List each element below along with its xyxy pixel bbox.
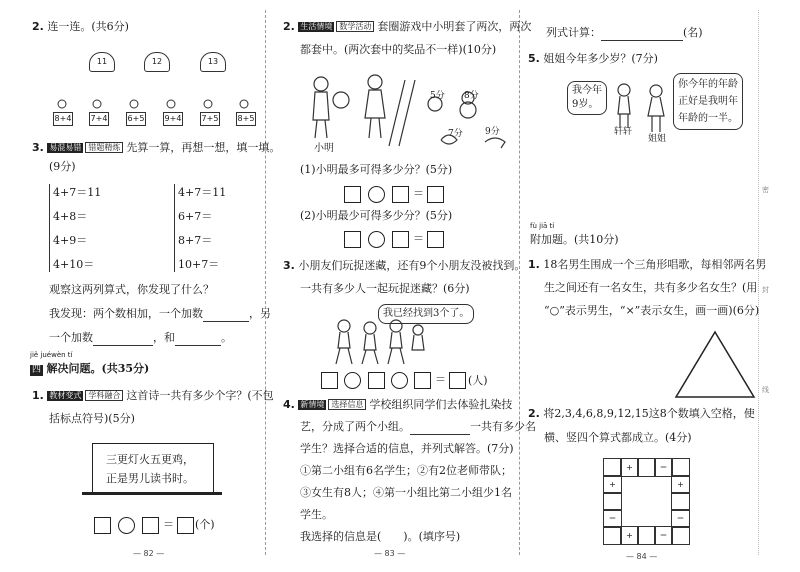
observe-text: 观察这两列算式，你发现了什么？	[49, 283, 214, 296]
blank-2[interactable]	[93, 331, 153, 346]
grid-op: ＝	[671, 509, 690, 528]
col1-row2[interactable]: 4+8＝	[53, 210, 88, 223]
answer-box[interactable]	[142, 517, 159, 534]
mushroom-13[interactable]: 13	[200, 52, 226, 72]
section-pinyin: jiě juéwèn tí	[30, 351, 73, 359]
answer-box[interactable]	[368, 372, 385, 389]
result-box[interactable]	[449, 372, 466, 389]
col1-row4[interactable]: 4+10＝	[53, 258, 95, 271]
question-3-heading: 3. 易混易错 错题精炼 先算一算，再想一想，填一填。	[32, 141, 281, 154]
grid-op: ＝	[654, 458, 673, 477]
seal-char-2: 封	[762, 286, 769, 294]
prize-8: 8分	[464, 91, 479, 101]
col2-row4[interactable]: 10+7＝	[178, 258, 220, 271]
seal-char-3: 线	[762, 386, 769, 394]
answer-box[interactable]	[344, 186, 361, 203]
col2-row3[interactable]: 8+7＝	[178, 234, 213, 247]
name-sister: 姐姐	[648, 134, 667, 144]
question-1-line2: 括标点符号)(5分)	[49, 412, 135, 425]
calc-line: 列式计算： (名)	[546, 26, 703, 39]
unit-label: (人)	[468, 374, 488, 387]
grid-op: +	[671, 475, 690, 494]
prize-5: 5分	[430, 91, 445, 101]
answer-box[interactable]	[392, 186, 409, 203]
grid-op: ＝	[654, 526, 673, 545]
operator-circle[interactable]	[118, 517, 135, 534]
brace-2	[174, 184, 175, 272]
page-number: — 82 —	[133, 549, 165, 558]
hide-and-seek-illustration	[330, 318, 430, 366]
question-3-heading: 3. 小朋友们玩捉迷藏，还有9个小朋友没被找到。	[283, 259, 526, 272]
poem-line-1: 三更灯火五更鸡，	[106, 453, 194, 466]
poem-board	[92, 443, 214, 495]
question-2-line2: 都套中。(两次套中的奖品不一样)(10分)	[300, 43, 497, 56]
sub-question-2: (2)小明最少可得多少分？(5分)	[300, 209, 453, 222]
page-number: — 84 —	[626, 552, 658, 561]
info-line-2: ③女生有8人；④第一小组比第二小组少1名	[300, 486, 512, 499]
speech-bubble: 我已经找到3个了。	[378, 304, 474, 324]
info-line-3: 学生。	[300, 508, 333, 521]
operator-circle[interactable]	[344, 372, 361, 389]
question-4-line3: 学生？选择合适的信息，并列式解答。(7分)	[300, 442, 514, 455]
answer-box[interactable]	[94, 517, 111, 534]
operator-circle[interactable]	[368, 231, 385, 248]
col1-row1: 4+7＝11	[53, 186, 102, 199]
question-5-heading: 5. 姐姐今年多少岁？(7分)	[528, 52, 658, 65]
rabbit-icons	[50, 96, 260, 112]
blank-1[interactable]	[203, 307, 249, 322]
poem-board-base	[82, 492, 222, 495]
blank[interactable]	[410, 420, 470, 435]
speech-bubble-xuanxuan: 我今年 9岁。	[567, 81, 607, 115]
question-3-line2: 一共有多少人一起玩捉迷藏？(6分)	[300, 282, 470, 295]
name-xuanxuan: 轩轩	[614, 127, 633, 137]
equals-sign: ＝	[163, 518, 174, 531]
question-3-score: (9分)	[49, 160, 76, 173]
poem-line-2: 正是男儿读书时。	[106, 472, 194, 485]
find-line-2: 一个加数 ，和 。	[49, 331, 232, 344]
answer-box[interactable]	[321, 372, 338, 389]
result-box[interactable]	[427, 231, 444, 248]
bonus-question-1: 1. 18名男生围成一个三角形唱歌，每相邻两名男	[528, 258, 767, 271]
column-divider-2	[519, 10, 520, 555]
info-line-1: ①第二小组有6名学生；②有2位老师带队；	[300, 464, 512, 477]
choose-line[interactable]: 我选择的信息是( )。(填序号)	[300, 530, 461, 543]
blank[interactable]	[601, 26, 683, 41]
grid-op: +	[620, 458, 639, 477]
card-6plus5[interactable]: 6+5	[126, 112, 146, 126]
question-1-heading: 1. 教材变式 学科融合 这首诗一共有多少个字？(不包	[32, 389, 274, 402]
mushroom-11[interactable]: 11	[89, 52, 115, 72]
prize-9: 9分	[485, 127, 500, 137]
speech-bubble-sister: 你今年的年龄 正好是我明年 年龄的一半。	[673, 73, 743, 130]
result-box[interactable]	[177, 517, 194, 534]
mushroom-12[interactable]: 12	[144, 52, 170, 72]
card-7plus5[interactable]: 7+5	[200, 112, 220, 126]
col1-row3[interactable]: 4+9＝	[53, 234, 88, 247]
seal-line	[758, 10, 759, 555]
answer-box[interactable]	[392, 231, 409, 248]
card-8plus4[interactable]: 8+4	[53, 112, 73, 126]
card-9plus4[interactable]: 9+4	[163, 112, 183, 126]
page-number: — 83 —	[374, 549, 406, 558]
grid-op: +	[620, 526, 639, 545]
col2-row1: 4+7＝11	[178, 186, 227, 199]
bonus-question-2: 2. 将2,3,4,6,8,9,12,15这8个数填入空格，使	[528, 407, 755, 420]
operator-circle[interactable]	[391, 372, 408, 389]
question-4-line2: 艺，分成了两个小组。 一共有多少名	[300, 420, 536, 433]
grid-cell[interactable]	[671, 526, 690, 545]
grid-op: +	[603, 475, 622, 494]
bonus-heading: 附加题。(共10分)	[530, 233, 619, 246]
answer-box[interactable]	[344, 231, 361, 248]
seal-char-1: 密	[762, 186, 769, 194]
section-4-heading: 四 解决问题。(共35分)	[32, 362, 150, 375]
sub-question-1: (1)小明最多可得多少分？(5分)	[300, 163, 453, 176]
card-7plus4[interactable]: 7+4	[89, 112, 109, 126]
result-box[interactable]	[427, 186, 444, 203]
find-line-1: 我发现：两个数相加，一个加数 ，另	[49, 307, 271, 320]
unit-label: (个)	[195, 518, 215, 531]
operator-circle[interactable]	[368, 186, 385, 203]
blank-3[interactable]	[175, 331, 221, 346]
grid-op: ＝	[603, 509, 622, 528]
answer-box[interactable]	[414, 372, 431, 389]
col2-row2[interactable]: 6+7＝	[178, 210, 213, 223]
card-8plus5[interactable]: 8+5	[236, 112, 256, 126]
prize-7: 7分	[448, 129, 463, 139]
name-xiaoming: 小明	[314, 143, 334, 154]
question-2-heading: 2. 连一连。(共6分)	[32, 20, 129, 33]
badge-confusable: 易混易错	[49, 143, 82, 152]
column-divider-1	[265, 10, 266, 555]
question-4-heading: 4. 新情境 选择信息 学校组织同学们去体验扎染技	[283, 398, 513, 411]
triangle-diagram[interactable]	[674, 330, 756, 400]
brace-1	[49, 184, 50, 272]
fujia-pinyin: fù jiā tí	[530, 222, 555, 230]
question-2-heading: 2. 生活情境 数学活动 套圈游戏中小明套了两次，两次	[283, 20, 532, 33]
